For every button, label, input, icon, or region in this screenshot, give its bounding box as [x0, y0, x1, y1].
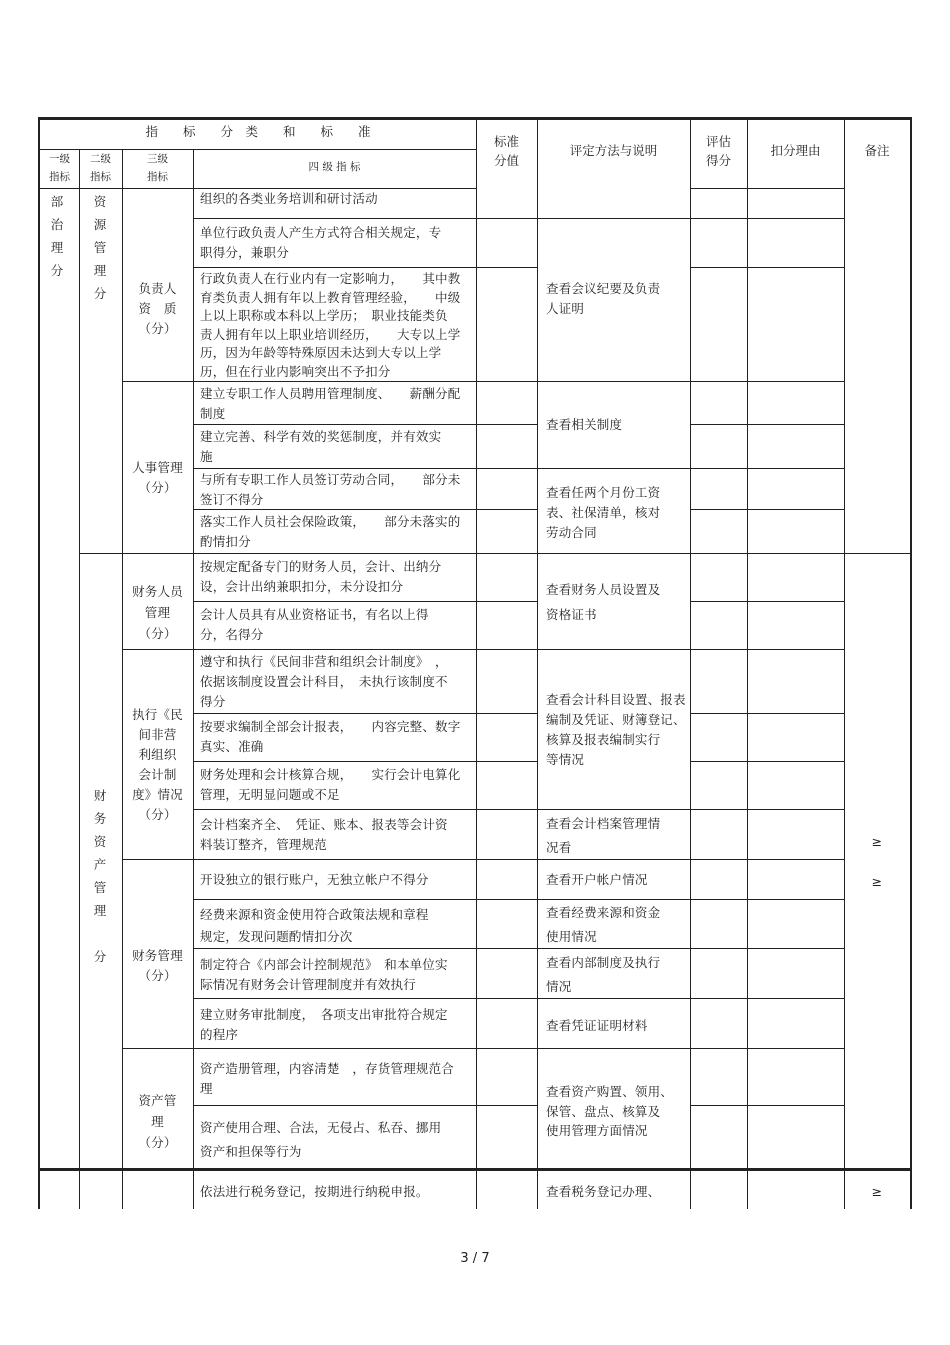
method-text: 查看内部制度及执行 情况: [546, 955, 661, 994]
method-text: 查看经费来源和资金 使用情况: [546, 905, 661, 944]
method-text: 查看税务登记办理、: [546, 1184, 661, 1199]
level3-personnel: 人事管理 （分）: [132, 460, 183, 495]
row-line: [193, 218, 537, 219]
header-method: 评定方法与说明: [569, 143, 658, 158]
level3-fin-mgmt: 财务管理 （分）: [132, 948, 183, 983]
row-line: [193, 761, 537, 762]
method-text: 查看会计科目设置、报表 编制及凭证、财簿登记、 核算及报表编制实行 等情况: [546, 692, 686, 767]
level1-label: 部 治 理 分: [50, 194, 64, 278]
col-divider-4: [476, 117, 477, 1209]
remark-symbol: ≥: [871, 834, 883, 849]
method-text: 查看会计档案管理情 况看: [546, 816, 661, 855]
row-line: [193, 713, 537, 714]
row-line: [193, 468, 537, 469]
row-line: [690, 601, 845, 602]
list-item: 建立财务审批制度， 各项支出审批符合规定 的程序: [200, 1007, 448, 1042]
list-item: 依法进行税务登记，按期进行纳税申报。: [200, 1184, 429, 1199]
page-number: 3 / 7: [460, 1251, 490, 1266]
header-level4: 四 级 指 标: [308, 161, 361, 173]
method-text: 查看相关制度: [546, 417, 623, 432]
row-line: [122, 859, 845, 860]
list-item: 资产使用合理、合法，无侵占、私吞、挪用 资产和担保等行为: [200, 1120, 442, 1159]
list-item: 单位行政负责人产生方式符合相关规定，专 职得分，兼职分: [200, 225, 442, 260]
row-line: [690, 267, 845, 268]
row-line: [690, 761, 845, 762]
level2-finance-asset: 财 务 资 产 管 理 分: [93, 788, 107, 964]
header-eval-score: 评估 得分: [705, 134, 731, 168]
col-divider-8: [844, 117, 845, 1209]
col-divider-7: [747, 117, 748, 1209]
list-item: 财务处理和会计核算合规， 实行会计电算化 管理，无明显问题或不足: [200, 767, 461, 802]
header-deduct-reason: 扣分理由: [770, 143, 821, 158]
col-divider-6: [690, 117, 691, 1209]
remark-symbol: ≥: [871, 1184, 883, 1199]
col-divider-3: [193, 149, 194, 1209]
list-item: 建立专职工作人员聘用管理制度、 薪酬分配 制度: [200, 386, 461, 421]
header-level3: 三级 指标: [147, 153, 168, 183]
list-item: 资产造册管理，内容清楚 ，存货管理规范合 理: [200, 1061, 455, 1096]
row-line: [193, 424, 537, 425]
method-text: 查看任两个月份工资 表、社保清单，核对 劳动合同: [546, 485, 661, 540]
list-item: 与所有专职工作人员签订劳动合同， 部分未 签订不得分: [200, 472, 461, 507]
list-item: 经费来源和资金使用符合政策法规和章程 规定，发现问题酌情扣分次: [200, 907, 429, 944]
list-item: 会计人员具有从业资格证书，有名以上得 分，名得分: [200, 607, 429, 642]
row-line: [538, 468, 845, 469]
header-level1: 一级 指标: [49, 153, 70, 183]
row-line: [538, 649, 845, 650]
list-item: 按要求编制全部会计报表， 内容完整、数字 真实、准确: [200, 719, 461, 754]
header-level2: 二级 指标: [90, 153, 111, 183]
row-line: [690, 509, 845, 510]
list-item: 遵守和执行《民间非营和组织会计制度》 ， 依据该制度设置会计科目， 未执行该制度不 得分: [200, 654, 448, 709]
row-line: [538, 809, 845, 810]
list-item: 按规定配备专门的财务人员，会计、出纳分 设，会计出纳兼职扣分，未分设扣分: [200, 559, 442, 594]
list-item: 建立完善、科学有效的奖惩制度，并有效实 施: [200, 429, 442, 464]
method-text: 查看会议纪要及负责 人证明: [546, 281, 661, 316]
row-line: [193, 809, 537, 810]
header-standard-score: 标准 分值: [493, 134, 519, 168]
row-line: [122, 381, 537, 382]
row-line: [193, 1105, 537, 1106]
header-title: 指 标 分 类 和 标 准: [145, 124, 371, 139]
list-item: 落实工作人员社会保险政策， 部分未落实的 酌情扣分: [200, 514, 461, 549]
list-item: 制定符合《内部会计控制规范》 和本单位实 际情况有财务会计管理制度并有效执行: [200, 957, 448, 992]
col-divider-5: [537, 117, 538, 1209]
row-line: [690, 218, 845, 219]
level3-fin-staff: 财务人员 管理 （分）: [132, 584, 183, 641]
remark-symbol: ≥: [871, 874, 883, 889]
row-line: [690, 1105, 845, 1106]
list-item: 开设独立的银行账户，无独立帐户不得分: [200, 872, 429, 887]
list-item: 会计档案齐全、 凭证、账本、报表等会计资 料装订整齐，管理规范: [200, 817, 448, 852]
list-item: 组织的各类业务培训和研讨活动: [200, 191, 378, 206]
row-line: [538, 218, 690, 219]
row-line: [690, 424, 845, 425]
method-text: 查看开户帐户情况: [546, 872, 648, 887]
col-divider-1: [79, 149, 80, 1209]
row-line: [79, 553, 912, 554]
method-text: 查看资产购置、领用、 保管、盘点、核算及 使用管理方面情况: [546, 1084, 674, 1138]
table-top-border: [38, 117, 912, 120]
list-item: 行政负责人在行业内有一定影响力， 其中教 育类负责人拥有年以上教育管理经验， 中级 上以上职称或本科以上学历； 职业技能类负 责人拥有年以上职业培训经历， 大专以上学 历，因为年龄等特殊原因未达到大专以上学 历，但在行业内影响突出不予扣分: [200, 271, 461, 379]
row-line: [690, 713, 845, 714]
row-line: [122, 649, 537, 650]
table-left-border: [38, 117, 40, 1209]
header-bottom-line-right: [690, 188, 845, 189]
level3-asset-mgmt: 资产管 理 （分）: [138, 1093, 177, 1150]
row-line: [122, 1048, 845, 1049]
row-line: [193, 267, 537, 268]
header-remark: 备注: [864, 143, 890, 158]
level3-leader: 负责人 资 质 （分）: [138, 281, 177, 336]
method-text: 查看财务人员设置及 资格证书: [546, 582, 661, 622]
level3-accounting-system: 执行《民 间非营 利组织 会计制 度》情况 （分）: [132, 707, 183, 822]
table-right-border: [910, 117, 912, 1209]
section-separator: [38, 1168, 912, 1171]
method-text: 查看凭证证明材料: [546, 1018, 648, 1033]
row-line: [193, 601, 537, 602]
level2-resource-mgmt: 资 源 管 理 分: [93, 194, 107, 301]
row-line: [538, 381, 845, 382]
